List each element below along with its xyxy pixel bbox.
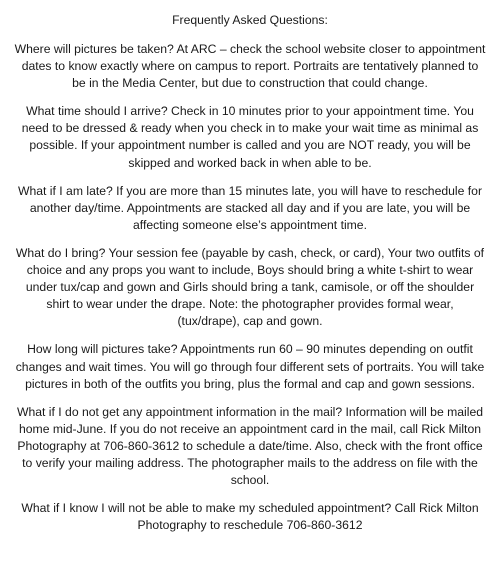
page-title: Frequently Asked Questions: (172, 13, 328, 27)
faq-item-arrival-time: What time should I arrive? Check in 10 minutes prior to your appointment time. You need to be dressed & ready when you check in to make your wait time as minimal as possible. If your appointment number is called and you are NOT ready, you will be skipped and worked back in when able to be. (21, 104, 479, 170)
faq-item-location: Where will pictures be taken? At ARC – check the school website closer to appointment dates to know exactly where on campus to report. Portraits are tentatively planned to be in the Media Center, but due to construction that could change. (14, 42, 486, 91)
faq-item-appointment-mail: What if I do not get any appointment information in the mail? Information will be mailed home mid-June. If you do not receive an appointment card in the mail, call Rick Milton Photography at 706-860-3612 to schedule a date/time. Also, check with the front office to verify your mailing address. The photographer mails to the address on file with the school. (16, 404, 484, 488)
faq-item-late-policy: What if I am late? If you are more than 15 minutes late, you will have to reschedule for another day/time. Appointments are stacked all day and if you are late, you will be affecting someone else’s appointment time. (17, 183, 483, 232)
faq-item-what-to-bring: What do I bring? Your session fee (payable by cash, check, or card), Your two outfits of choice and any props you want to include, Boys should bring a white t-shirt to wear under tux/cap and gown and Girls should bring a tank, camisole, or off the shoulder shirt to wear under the drape. Note: the photographer provides formal wear, (tux/drape), cap and gown. (15, 245, 485, 329)
faq-item-duration: How long will pictures take? Appointments run 60 – 90 minutes depending on outfit changes and wait times. You will go through four different sets of portraits. You will take pictures in both of the outfits you bring, plus the formal and cap and gown sessions. (15, 342, 485, 391)
faq-item-reschedule: What if I know I will not be able to make my scheduled appointment? Call Rick Milton Photography to reschedule 706-860-3612 (21, 501, 479, 533)
